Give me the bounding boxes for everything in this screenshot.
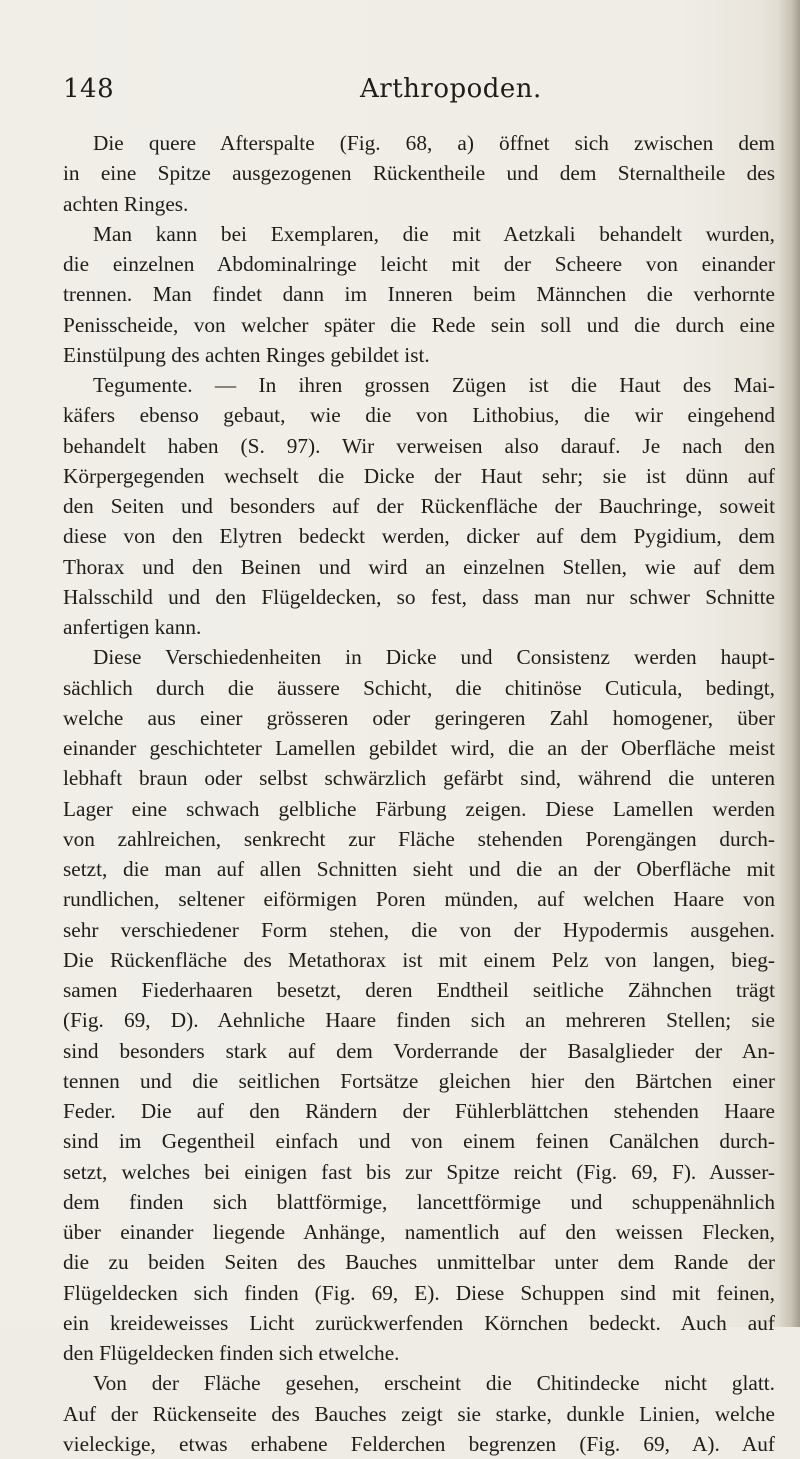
- text-line: tennen und die seitlichen Fortsätze gleichen hier den Bärtchen einer: [63, 1068, 775, 1093]
- text-line: sind im Gegentheil einfach und von einem feinen Canälchen durch-: [63, 1129, 775, 1154]
- text-line: setzt, die man auf allen Schnitten sieht und die an der Oberfläche mit: [63, 857, 775, 881]
- text-line: rundlichen, seltener eiförmigen Poren münden, auf welchen Haare von: [63, 887, 775, 912]
- text-line: einander geschichteter Lamellen gebildet wird, die an der Oberfläche meist: [63, 736, 775, 760]
- text-line: den Seiten und besonders auf der Rückenfläche der Bauchringe, soweit: [63, 494, 775, 518]
- text-line: Auf der Rückenseite des Bauches zeigt sie starke, dunkle Linien, welche: [63, 1401, 775, 1426]
- text-line: Von der Fläche gesehen, erscheint die Chitindecke nicht glatt.: [93, 1371, 775, 1396]
- text-line: käfers ebenso gebaut, wie die von Lithobius, die wir eingehend: [63, 403, 775, 428]
- text-line: Penisscheide, von welcher später die Rede sein soll und die durch eine: [63, 312, 775, 337]
- page-header: [0, 74, 800, 114]
- text-line: vieleckige, etwas erhabene Felderchen begrenzen (Fig. 69, A). Auf: [63, 1431, 775, 1456]
- text-line: Thorax und den Beinen und wird an einzelnen Stellen, wie auf dem: [63, 554, 775, 579]
- text-line: samen Fiederhaaren besetzt, deren Endtheil seitliche Zähnchen trägt: [63, 978, 775, 1002]
- text-line: lebhaft braun oder selbst schwärzlich gefärbt sind, während die unteren: [63, 766, 775, 791]
- running-head: Arthropoden.: [360, 74, 542, 104]
- text-line: Flügeldecken sich finden (Fig. 69, E). Diese Schuppen sind mit feinen,: [63, 1280, 775, 1305]
- text-line: achten Ringes.: [63, 191, 189, 216]
- text-line: sächlich durch die äussere Schicht, die chitinöse Cuticula, bedingt,: [63, 675, 775, 700]
- text-line: den Flügeldecken finden sich etwelche.: [63, 1341, 400, 1365]
- text-line: die zu beiden Seiten des Bauches unmittelbar unter dem Rande der: [63, 1250, 775, 1275]
- text-line: Die quere Afterspalte (Fig. 68, a) öffnet sich zwischen dem: [93, 131, 775, 155]
- text-line: sind besonders stark auf dem Vorderrande der Basalglieder der An-: [63, 1038, 775, 1063]
- text-line: Lager eine schwach gelbliche Färbung zeigen. Diese Lamellen werden: [63, 796, 775, 821]
- text-line: Tegumente. — In ihren grossen Zügen ist die Haut des Mai-: [93, 373, 775, 397]
- text-line: welche aus einer grösseren oder geringeren Zahl homogener, über: [63, 705, 775, 730]
- text-line: Feder. Die auf den Rändern der Fühlerblättchen stehenden Haare: [63, 1099, 775, 1123]
- text-line: sehr verschiedener Form stehen, die von der Hypodermis ausgehen.: [63, 917, 775, 942]
- text-line: dem finden sich blattförmige, lancettförmige und schuppenähnlich: [63, 1189, 775, 1214]
- page-number: 148: [63, 74, 115, 104]
- text-line: behandelt haben (S. 97). Wir verweisen also darauf. Je nach den: [63, 433, 775, 458]
- text-line: trennen. Man findet dann im Inneren beim Männchen die verhornte: [63, 282, 775, 307]
- text-line: Man kann bei Exemplaren, die mit Aetzkali behandelt wurden,: [93, 221, 775, 246]
- body-text: [63, 128, 775, 1459]
- page-edge-shadow: [778, 0, 800, 1327]
- text-line: setzt, welches bei einigen fast bis zur Spitze reicht (Fig. 69, F). Ausser-: [63, 1159, 775, 1184]
- text-line: Halsschild und den Flügeldecken, so fest, dass man nur schwer Schnitte: [63, 584, 775, 609]
- text-line: die einzelnen Abdominalringe leicht mit der Scheere von einander: [63, 252, 775, 276]
- text-line: Die Rückenfläche des Metathorax ist mit einem Pelz von langen, bieg-: [63, 947, 775, 972]
- text-line: Diese Verschiedenheiten in Dicke und Consistenz werden haupt-: [93, 645, 775, 670]
- text-line: über einander liegende Anhänge, namentlich auf den weissen Flecken,: [63, 1220, 775, 1244]
- text-line: Körpergegenden wechselt die Dicke der Haut sehr; sie ist dünn auf: [63, 463, 775, 488]
- text-line: anfertigen kann.: [63, 615, 202, 639]
- text-line: in eine Spitze ausgezogenen Rückentheile und dem Sternaltheile des: [63, 161, 775, 186]
- text-line: Einstülpung des achten Ringes gebildet ist.: [63, 342, 430, 367]
- text-line: von zahlreichen, senkrecht zur Fläche stehenden Porengängen durch-: [63, 826, 775, 851]
- text-line: (Fig. 69, D). Aehnliche Haare finden sich an mehreren Stellen; sie: [63, 1008, 775, 1033]
- text-line: ein kreideweisses Licht zurückwerfenden Körnchen bedeckt. Auch auf: [63, 1310, 775, 1335]
- text-line: diese von den Elytren bedeckt werden, dicker auf dem Pygidium, dem: [63, 524, 775, 549]
